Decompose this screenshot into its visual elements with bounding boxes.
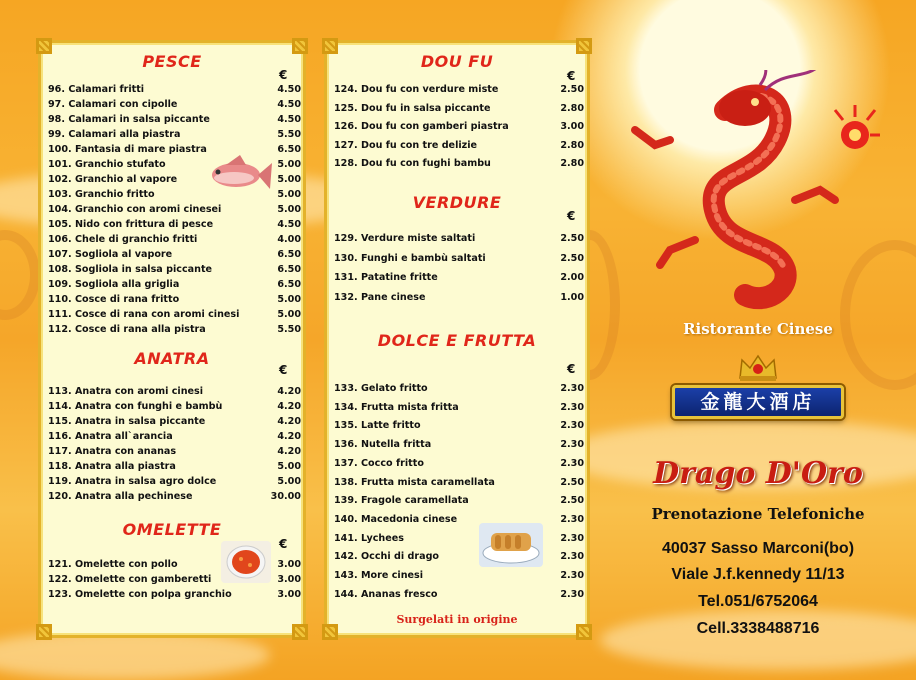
menu-item (334, 455, 584, 474)
menu-item (48, 232, 301, 247)
cloud (600, 610, 916, 670)
menu-item-name: 139. Fragole caramellata (334, 495, 469, 507)
menu-item-price: 5.00 (277, 159, 301, 170)
menu-item-price: 2.30 (560, 570, 584, 582)
menu-item-price: 5.00 (277, 204, 301, 215)
menu-item-price: 2.50 (560, 476, 584, 488)
menu-item-price: 4.50 (277, 99, 301, 110)
menu-item-name: 116. Anatra all`arancia (48, 431, 173, 442)
menu-item-price: 2.30 (560, 420, 584, 432)
menu-item-price: 2.30 (560, 457, 584, 469)
booking-label: Prenotazione Telefoniche (651, 505, 865, 523)
background-swirl (0, 230, 40, 320)
section-title-doufu: DOU FU (420, 52, 494, 71)
menu-item-price: 6.50 (277, 279, 301, 290)
menu-item-name: 98. Calamari in salsa piccante (48, 114, 210, 125)
menu-item (48, 399, 301, 414)
currency-label: € (567, 362, 576, 376)
menu-item-name: 105. Nido con frittura di pesce (48, 219, 214, 230)
menu-item-name: 120. Anatra alla pechinese (48, 491, 193, 502)
menu-item (48, 217, 301, 232)
menu-item (48, 474, 301, 489)
menu-item-name: 112. Cosce di rana alla pistra (48, 324, 206, 335)
menu-item (48, 112, 301, 127)
menu-item-price: 5.00 (277, 476, 301, 487)
menu-item-name: 136. Nutella fritta (334, 439, 432, 451)
menu-item-name: 115. Anatra in salsa piccante (48, 416, 206, 427)
corner-ornament (36, 624, 52, 640)
menu-item-name: 143. More cinesi (334, 570, 424, 582)
menu-item-name: 109. Sogliola alla griglia (48, 279, 180, 290)
menu-item (334, 399, 584, 418)
menu-item-name: 113. Anatra con aromi cinesi (48, 386, 204, 397)
menu-item-name: 101. Granchio stufato (48, 159, 166, 170)
menu-item (48, 247, 301, 262)
menu-item-name: 142. Occhi di drago (334, 551, 440, 563)
menu-item (334, 118, 584, 137)
menu-item-name: 119. Anatra in salsa agro dolce (48, 476, 217, 487)
omelette-image (221, 541, 271, 583)
corner-ornament (576, 624, 592, 640)
menu-item-price: 2.50 (560, 252, 584, 264)
menu-panel-left (38, 40, 306, 638)
menu-item-name: 102. Granchio al vapore (48, 174, 178, 185)
verdure-list (334, 229, 584, 307)
menu-item-price: 2.80 (560, 139, 584, 151)
menu-item-price: 2.30 (560, 383, 584, 394)
dolce-list (334, 380, 584, 604)
menu-item-name: 111. Cosce di rana con aromi cinesi (48, 309, 240, 320)
menu-item-name: 100. Fantasia di mare piastra (48, 144, 207, 155)
menu-item-name: 118. Anatra alla piastra (48, 461, 176, 472)
section-title-anatra: ANATRA (134, 349, 210, 368)
menu-item (48, 384, 301, 399)
menu-item (334, 137, 584, 156)
menu-item-price: 6.50 (277, 249, 301, 260)
menu-item-name: 110. Cosce di rana fritto (48, 294, 180, 305)
menu-item-price: 3.00 (277, 574, 301, 585)
menu-item-price: 2.00 (560, 272, 584, 283)
menu-item (48, 292, 301, 307)
menu-item-name: 108. Sogliola in salsa piccante (48, 264, 213, 275)
menu-item (334, 548, 584, 567)
currency-label: € (567, 209, 576, 223)
menu-item-price: 2.80 (560, 158, 584, 169)
menu-item-price: 6.50 (277, 144, 301, 155)
menu-item-price: 5.00 (277, 174, 301, 185)
menu-item-name: 121. Omelette con pollo (48, 559, 178, 570)
menu-item-name: 130. Funghi e bambù saltati (334, 252, 486, 264)
menu-item (334, 229, 584, 249)
menu-item-name: 99. Calamari alla piastra (48, 129, 181, 140)
menu-item-price: 4.20 (277, 431, 301, 442)
section-title-omelette: OMELETTE (122, 520, 222, 539)
menu-item-name: 141. Lychees (334, 532, 404, 544)
menu-item-price: 2.30 (560, 401, 584, 413)
menu-item-name: 122. Omelette con gamberetti (48, 574, 212, 585)
menu-item-name: 126. Dou fu con gamberi piastra (334, 121, 509, 132)
menu-item-price: 4.20 (277, 401, 301, 412)
currency-label: € (279, 363, 288, 377)
address-line-2: Viale J.f.kennedy 11/13 (671, 566, 845, 583)
doufu-list (334, 81, 584, 174)
menu-item (48, 202, 301, 217)
menu-item-price: 3.00 (277, 559, 301, 570)
menu-item-name: 106. Chele di granchio fritti (48, 234, 198, 245)
menu-item-name: 133. Gelato fritto (334, 383, 428, 394)
menu-item (48, 414, 301, 429)
menu-item-price: 5.00 (277, 294, 301, 305)
menu-item (334, 380, 584, 399)
menu-item-name: 132. Pane cinese (334, 291, 426, 303)
menu-item (48, 444, 301, 459)
menu-item-name: 129. Verdure miste saltati (334, 233, 476, 244)
frozen-note: Surgelati in origine (396, 613, 518, 626)
menu-item-price: 4.50 (277, 84, 301, 95)
menu-item (334, 249, 584, 269)
pesce-list (48, 82, 301, 337)
menu-item-name: 131. Patatine fritte (334, 272, 438, 283)
menu-item-price: 4.50 (277, 114, 301, 125)
fish-image (206, 153, 272, 199)
menu-item-price: 30.00 (270, 491, 301, 502)
currency-label: € (567, 69, 576, 83)
menu-item (334, 436, 584, 455)
menu-item-price: 2.30 (560, 588, 584, 600)
menu-item-price: 4.20 (277, 416, 301, 427)
menu-item-name: 97. Calamari con cipolle (48, 99, 178, 110)
menu-item (334, 492, 584, 511)
menu-item-price: 5.00 (277, 461, 301, 472)
menu-item-price: 6.50 (277, 264, 301, 275)
menu-item-name: 128. Dou fu con fughi bambu (334, 158, 491, 169)
menu-item-name: 135. Latte fritto (334, 420, 421, 432)
corner-ornament (322, 624, 338, 640)
dragon-illustration (605, 70, 905, 310)
section-title-dolce: DOLCE E FRUTTA (377, 331, 537, 350)
menu-item (48, 127, 301, 142)
menu-item-name: 144. Ananas fresco (334, 588, 438, 600)
menu-item-name: 124. Dou fu con verdure miste (334, 84, 499, 95)
menu-item (334, 268, 584, 288)
menu-item-price: 2.50 (560, 233, 584, 244)
menu-item (334, 530, 584, 549)
menu-item (334, 586, 584, 605)
currency-label: € (279, 537, 288, 551)
menu-item-price: 2.30 (560, 551, 584, 563)
chinese-sign: 金龍大酒店 (672, 385, 844, 419)
menu-item-price: 2.50 (560, 84, 584, 95)
menu-item (334, 155, 584, 174)
menu-item-price: 5.00 (277, 309, 301, 320)
menu-item-price: 3.00 (560, 121, 584, 132)
menu-item-price: 1.00 (560, 291, 584, 303)
menu-item-name: 117. Anatra con ananas (48, 446, 177, 457)
menu-item (48, 277, 301, 292)
menu-item (48, 307, 301, 322)
menu-item-name: 140. Macedonia cinese (334, 513, 458, 525)
menu-item-name: 137. Cocco fritto (334, 457, 424, 469)
menu-item-name: 104. Granchio con aromi cinesei (48, 204, 222, 215)
menu-item-name: 114. Anatra con funghi e bambù (48, 401, 223, 412)
menu-item (334, 474, 584, 493)
menu-item (48, 322, 301, 337)
menu-item-price: 2.80 (560, 102, 584, 114)
restaurant-name: Drago D'Oro (653, 456, 863, 491)
menu-item (48, 489, 301, 504)
menu-item-name: 96. Calamari fritti (48, 84, 145, 95)
section-title-pesce: PESCE (142, 52, 202, 71)
section-title-verdure: VERDURE (412, 193, 502, 212)
currency-label: € (279, 68, 288, 82)
menu-item (48, 587, 301, 602)
menu-item-price: 2.30 (560, 513, 584, 525)
menu-item-name: 134. Frutta mista fritta (334, 401, 459, 413)
menu-item (48, 429, 301, 444)
menu-item-name: 123. Omelette con polpa granchio (48, 589, 232, 600)
menu-item (48, 82, 301, 97)
menu-item-price: 4.50 (277, 219, 301, 230)
menu-item (334, 567, 584, 586)
menu-item (334, 100, 584, 119)
menu-panel-middle (324, 40, 590, 638)
address-line-1: 40037 Sasso Marconi(bo) (661, 540, 855, 557)
menu-item-name: 107. Sogliola al vapore (48, 249, 173, 260)
crown-icon (736, 352, 780, 382)
menu-item-price: 2.30 (560, 532, 584, 544)
menu-item-price: 5.50 (277, 324, 301, 335)
menu-item-price: 4.20 (277, 386, 301, 397)
menu-item (334, 81, 584, 100)
menu-item (48, 97, 301, 112)
menu-item-name: 127. Dou fu con tre delizie (334, 139, 478, 151)
anatra-list (48, 384, 301, 504)
phone-number: Tel.051/6752064 (698, 593, 818, 610)
fried-dessert-image (479, 523, 543, 567)
menu-item (48, 459, 301, 474)
menu-item (334, 417, 584, 436)
menu-item-price: 3.00 (277, 589, 301, 600)
menu-item-price: 2.50 (560, 495, 584, 507)
menu-item (334, 511, 584, 530)
restaurant-tagline: Ristorante Cinese (683, 320, 833, 338)
menu-item-price: 5.50 (277, 129, 301, 140)
menu-item (48, 262, 301, 277)
menu-item-name: 138. Frutta mista caramellata (334, 476, 495, 488)
menu-item-price: 4.00 (277, 234, 301, 245)
menu-item-price: 5.00 (277, 189, 301, 200)
menu-item-price: 4.20 (277, 446, 301, 457)
mobile-number: Cell.3338488716 (696, 620, 820, 637)
corner-ornament (292, 624, 308, 640)
menu-item-name: 103. Granchio fritto (48, 189, 155, 200)
menu-item-price: 2.30 (560, 439, 584, 451)
menu-item-name: 125. Dou fu in salsa piccante (334, 102, 491, 114)
menu-item (334, 288, 584, 308)
